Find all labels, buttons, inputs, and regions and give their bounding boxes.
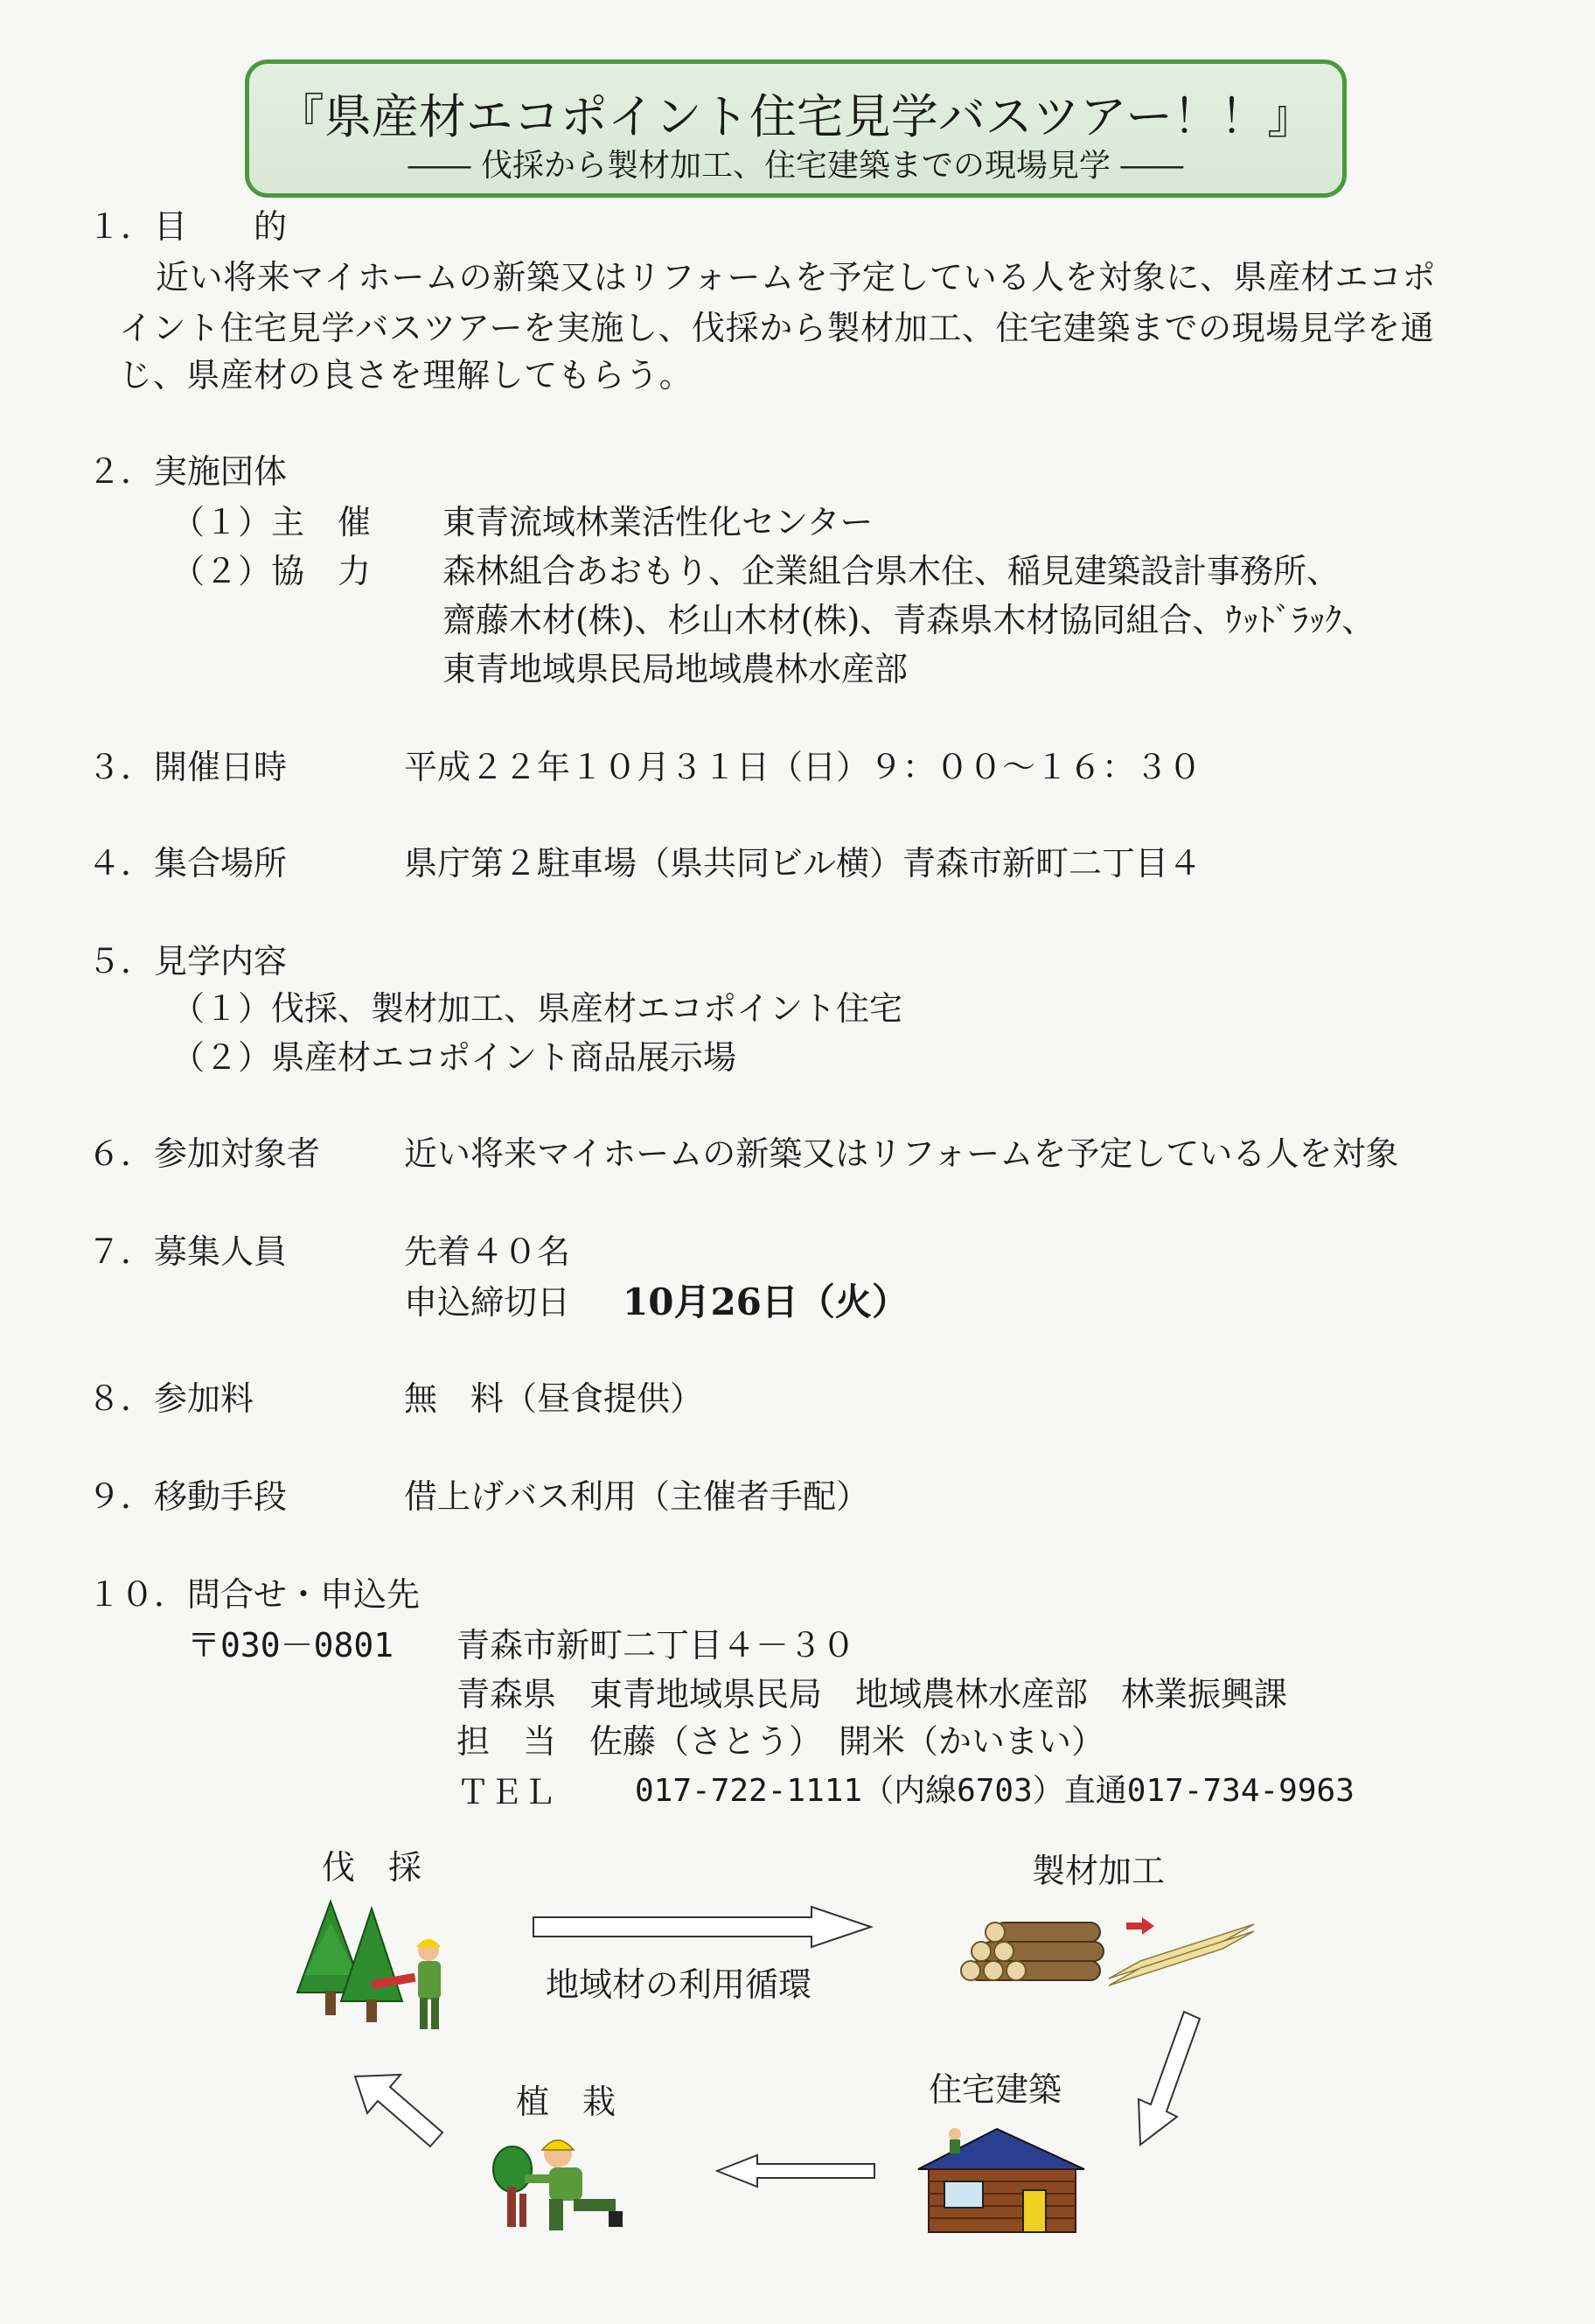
- arrow-down-left-icon: [1128, 2008, 1207, 2148]
- diagram-label-sawmill: 製材加工: [1032, 1852, 1166, 1890]
- capacity-value: 先着４０名: [404, 1232, 571, 1271]
- diagram-label-planting: 植 栽: [516, 2083, 616, 2121]
- postal-code: 〒030－0801: [187, 1626, 394, 1664]
- arrow-left-icon: [715, 2153, 876, 2188]
- section-2-label: ２．実施団体: [87, 452, 288, 491]
- section-7-label: ７．募集人員: [87, 1232, 288, 1271]
- date-value: 平成２２年１０月３１日（日）９：００～１６：３０: [404, 748, 1202, 786]
- deadline-value: 10月26日（火）: [623, 1281, 909, 1323]
- page-subtitle: ―― 伐採から製材加工、住宅建築までの現場見学 ――: [407, 148, 1184, 184]
- section-1-line-1: 近い将来マイホームの新築又はリフォームを予定している人を対象に、県産材エコポ: [156, 258, 1437, 297]
- diagram-label-building: 住宅建築: [929, 2070, 1062, 2109]
- cooperation-label: （２）協 力: [171, 552, 372, 590]
- cooperation-line-1: 森林組合あおもり、企業組合県木住、稲見建築設計事務所、: [442, 552, 1341, 590]
- page-title: 『県産材エコポイント住宅見学バスツアー！！』: [276, 89, 1315, 144]
- arrow-right-icon: [532, 1905, 874, 1949]
- contact-address: 青森市新町二丁目４－３０: [456, 1626, 856, 1664]
- tour-item-2: （２）県産材エコポイント商品展示場: [171, 1038, 737, 1077]
- host-label: （１）主 催: [171, 503, 372, 541]
- fee-value: 無 料（昼食提供）: [404, 1379, 704, 1418]
- target-value: 近い将来マイホームの新築又はリフォームを予定している人を対象: [404, 1134, 1399, 1173]
- tel-value: 017-722-1111（内線6703）直通017-734-9963: [635, 1773, 1355, 1809]
- transport-value: 借上げバス利用（主催者手配）: [404, 1477, 870, 1516]
- section-6-label: ６．参加対象者: [87, 1134, 321, 1173]
- deadline-label: 申込締切日: [404, 1283, 571, 1322]
- contact-office: 青森県 東青地域県民局 地域農林水産部 林業振興課: [456, 1675, 1288, 1713]
- section-1-label: １．目 的: [87, 207, 288, 246]
- diagram-label-felling: 伐 採: [322, 1848, 422, 1887]
- contact-person: 担 当 佐藤（さとう） 開米（かいまい）: [456, 1722, 1105, 1761]
- meeting-place-value: 県庁第２駐車場（県共同ビル横）青森市新町二丁目４: [404, 844, 1202, 883]
- arrow-up-left-icon: [352, 2071, 446, 2150]
- section-10-label: １０．問合せ・申込先: [87, 1575, 421, 1614]
- felling-illustration: [289, 1896, 455, 2036]
- section-8-label: ８．参加料: [87, 1379, 254, 1418]
- section-5-label: ５．見学内容: [87, 942, 288, 981]
- host-value: 東青流域林業活性化センター: [442, 503, 874, 541]
- section-1-line-3: じ、県産材の良さを理解してもらう。: [119, 356, 693, 394]
- cooperation-line-2: 齋藤木材(株)、杉山木材(株)、青森県木材協同組合、ｳｯﾄﾞﾗｯｸ、: [442, 601, 1376, 639]
- section-3-label: ３．開催日時: [87, 748, 288, 786]
- sawmill-illustration: [960, 1903, 1257, 1991]
- section-9-label: ９．移動手段: [87, 1477, 288, 1516]
- section-4-label: ４．集合場所: [87, 844, 288, 883]
- tour-item-1: （１）伐採、製材加工、県産材エコポイント住宅: [171, 989, 903, 1028]
- planting-illustration: [486, 2134, 644, 2239]
- cooperation-line-3: 東青地域県民局地域農林水産部: [442, 650, 909, 688]
- diagram-label-center: 地域材の利用循環: [546, 1965, 812, 2004]
- title-box: [245, 59, 1347, 198]
- section-1-line-2: イント住宅見学バスツアーを実施し、伐採から製材加工、住宅建築までの現場見学を通: [119, 309, 1435, 347]
- tel-label: ＴＥＬ: [456, 1773, 557, 1811]
- house-illustration: [909, 2124, 1093, 2237]
